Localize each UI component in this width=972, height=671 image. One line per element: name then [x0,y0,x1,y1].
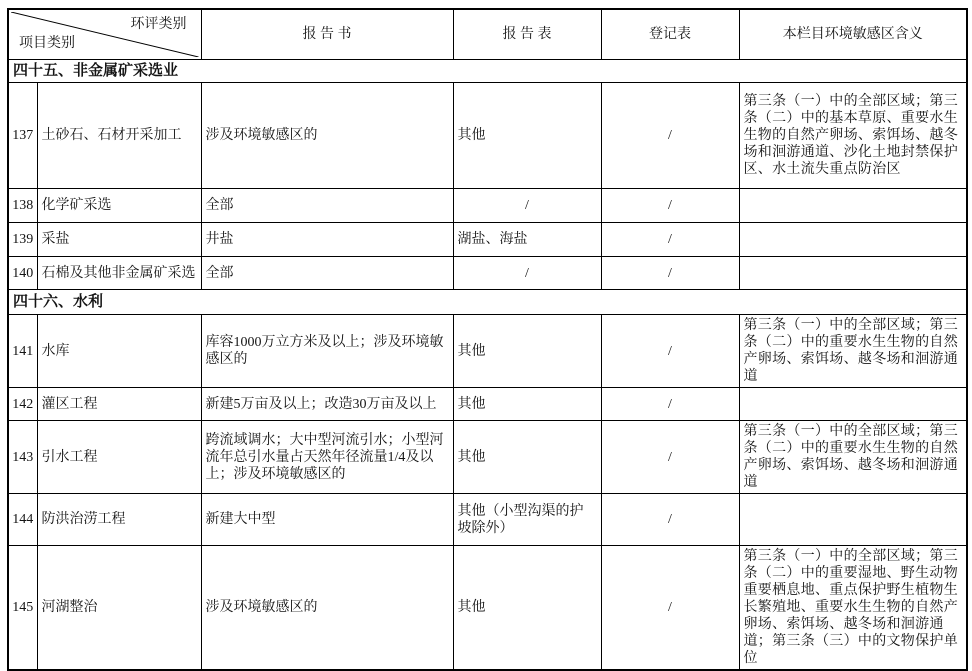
cell-report-form: / [453,189,601,223]
table-row [8,257,967,290]
table-row [8,494,967,546]
table-row [8,388,967,421]
cell-no: 140 [8,257,37,290]
cell-no: 137 [8,83,37,189]
table-row [8,421,967,494]
cell-report-form: 其他 [453,546,601,671]
cell-report-form: 其他 [453,421,601,494]
cell-registration: / [601,546,739,671]
cell-report-book: 井盐 [201,223,453,257]
cell-category: 防洪治涝工程 [37,494,201,546]
section-title: 四十五、非金属矿采选业 [8,60,967,83]
cell-category: 石棉及其他非金属矿采选 [37,257,201,290]
cell-report-book: 涉及环境敏感区的 [201,546,453,671]
cell-no: 143 [8,421,37,494]
cell-registration: / [601,223,739,257]
header-eia-category: 环评类别 [130,17,187,32]
cell-sensitive [739,494,967,546]
cell-category: 灌区工程 [37,388,201,421]
col-header-registration: 登记表 [601,9,739,60]
table-row [8,83,967,189]
cell-registration: / [601,421,739,494]
cell-no: 139 [8,223,37,257]
cell-no: 138 [8,189,37,223]
cell-no: 145 [8,546,37,671]
cell-sensitive: 第三条（一）中的全部区域；第三条（二）中的重要水生生物的自然产卵场、索饵场、越冬场和洄游通道 [739,421,967,494]
col-header-sensitive-area: 本栏目环境敏感区含义 [739,9,967,60]
table-row [8,189,967,223]
eia-category-table [7,8,968,671]
table-row [8,223,967,257]
cell-report-form: 其他 [453,388,601,421]
cell-sensitive [739,257,967,290]
cell-sensitive [739,189,967,223]
cell-report-form: 其他 [453,315,601,388]
cell-category: 化学矿采选 [37,189,201,223]
cell-report-book: 全部 [201,257,453,290]
table-row [8,546,967,671]
section-row [8,60,967,83]
cell-report-book: 跨流域调水；大中型河流引水；小型河流年总引水量占天然年径流量1/4及以上；涉及环境敏感区的 [201,421,453,494]
cell-registration: / [601,315,739,388]
cell-report-book: 新建5万亩及以上；改造30万亩及以上 [201,388,453,421]
section-title: 四十六、水利 [8,290,967,315]
cell-report-form: 其他（小型沟渠的护坡除外） [453,494,601,546]
section-row [8,290,967,315]
cell-category: 土砂石、石材开采加工 [37,83,201,189]
cell-report-form: / [453,257,601,290]
cell-sensitive [739,388,967,421]
cell-report-book: 新建大中型 [201,494,453,546]
cell-no: 144 [8,494,37,546]
cell-category: 引水工程 [37,421,201,494]
header-project-category: 项目类别 [19,36,75,51]
cell-sensitive: 第三条（一）中的全部区域；第三条（二）中的基本草原、重要水生生物的自然产卵场、索饵场、越冬场和洄游通道、沙化土地封禁保护区、水土流失重点防治区 [739,83,967,189]
cell-registration: / [601,494,739,546]
cell-sensitive: 第三条（一）中的全部区域；第三条（二）中的重要水生生物的自然产卵场、索饵场、越冬场和洄游通道 [739,315,967,388]
cell-no: 142 [8,388,37,421]
cell-report-book: 全部 [201,189,453,223]
cell-registration: / [601,257,739,290]
table-row [8,315,967,388]
cell-category: 河湖整治 [37,546,201,671]
col-header-report-form: 报 告 表 [453,9,601,60]
col-header-report-book: 报 告 书 [201,9,453,60]
cell-registration: / [601,83,739,189]
cell-report-form: 湖盐、海盐 [453,223,601,257]
diagonal-header-cell [8,9,201,60]
cell-sensitive: 第三条（一）中的全部区域；第三条（二）中的重要湿地、野生动物重要栖息地、重点保护野生植物生长繁殖地、重要水生生物的自然产卵场、索饵场、越冬场和洄游通道；第三条（三）中的文物保护单位 [739,546,967,671]
cell-report-book: 库容1000万立方米及以上；涉及环境敏感区的 [201,315,453,388]
table-header-row [8,9,967,60]
cell-registration: / [601,189,739,223]
cell-category: 水库 [37,315,201,388]
cell-report-book: 涉及环境敏感区的 [201,83,453,189]
cell-no: 141 [8,315,37,388]
cell-sensitive [739,223,967,257]
cell-category: 采盐 [37,223,201,257]
cell-registration: / [601,388,739,421]
cell-report-form: 其他 [453,83,601,189]
